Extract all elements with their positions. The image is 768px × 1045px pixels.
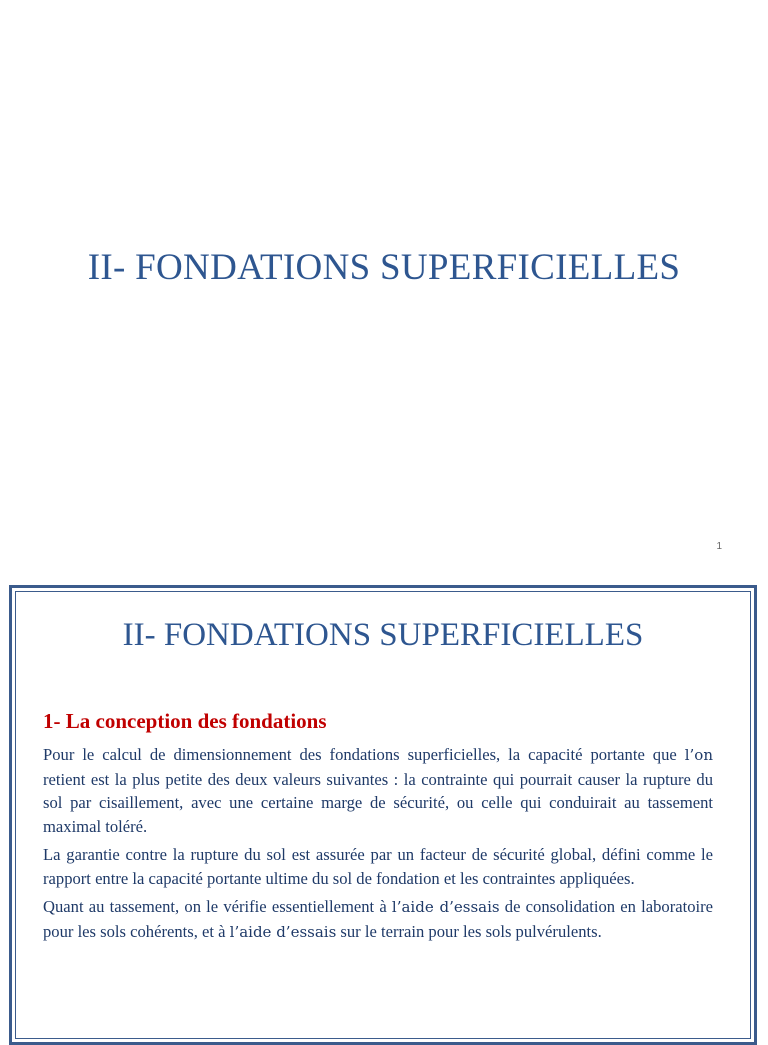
paragraph-1-part-2: retient est la plus petite des deux valeurs suivantes : la contrainte qui pourrait causer la rupture du sol par cisaillement, avec une certaine marge de sécurité, ou celle qui conduirait au tassement maximal toléré. — [43, 769, 713, 836]
paragraph-3-part-1: Quant au tassement, on le vérifie essentiellement à — [43, 897, 392, 916]
slide-1-title: II- FONDATIONS SUPERFICIELLES — [87, 247, 681, 288]
paragraph-1-highlight: l’on — [684, 746, 713, 764]
paragraph-2: La garantie contre la rupture du sol est assurée par un facteur de sécurité global, défini comme le rapport entre la capacité portante ultime du sol de fondation et les contraintes appliquées. — [43, 845, 713, 888]
paragraph-1-part-1: Pour le calcul de dimensionnement des fondations superficielles, la capacité portante que — [43, 745, 685, 764]
paragraph-3-highlight-2: l’aide d’essais — [229, 922, 337, 941]
slide-2 — [9, 585, 757, 1045]
slide-2-title: II- FONDATIONS SUPERFICIELLES — [122, 617, 644, 653]
paragraph-3-highlight-1: l’aide d’essais — [391, 898, 500, 916]
paragraph-3 — [43, 895, 713, 944]
section-heading: 1- La conception des fondations — [43, 709, 327, 733]
slide-1-page-number: 1 — [716, 541, 722, 552]
body-text — [43, 743, 713, 949]
paragraph-1 — [43, 743, 713, 838]
paragraph-3-part-3: sur le terrain pour les sols pulvérulents. — [336, 921, 602, 941]
paragraph-3-part-2: de consolidation en laboratoire pour les sols cohérents, et à — [43, 897, 714, 941]
slide-2-inner-frame — [15, 591, 751, 1039]
